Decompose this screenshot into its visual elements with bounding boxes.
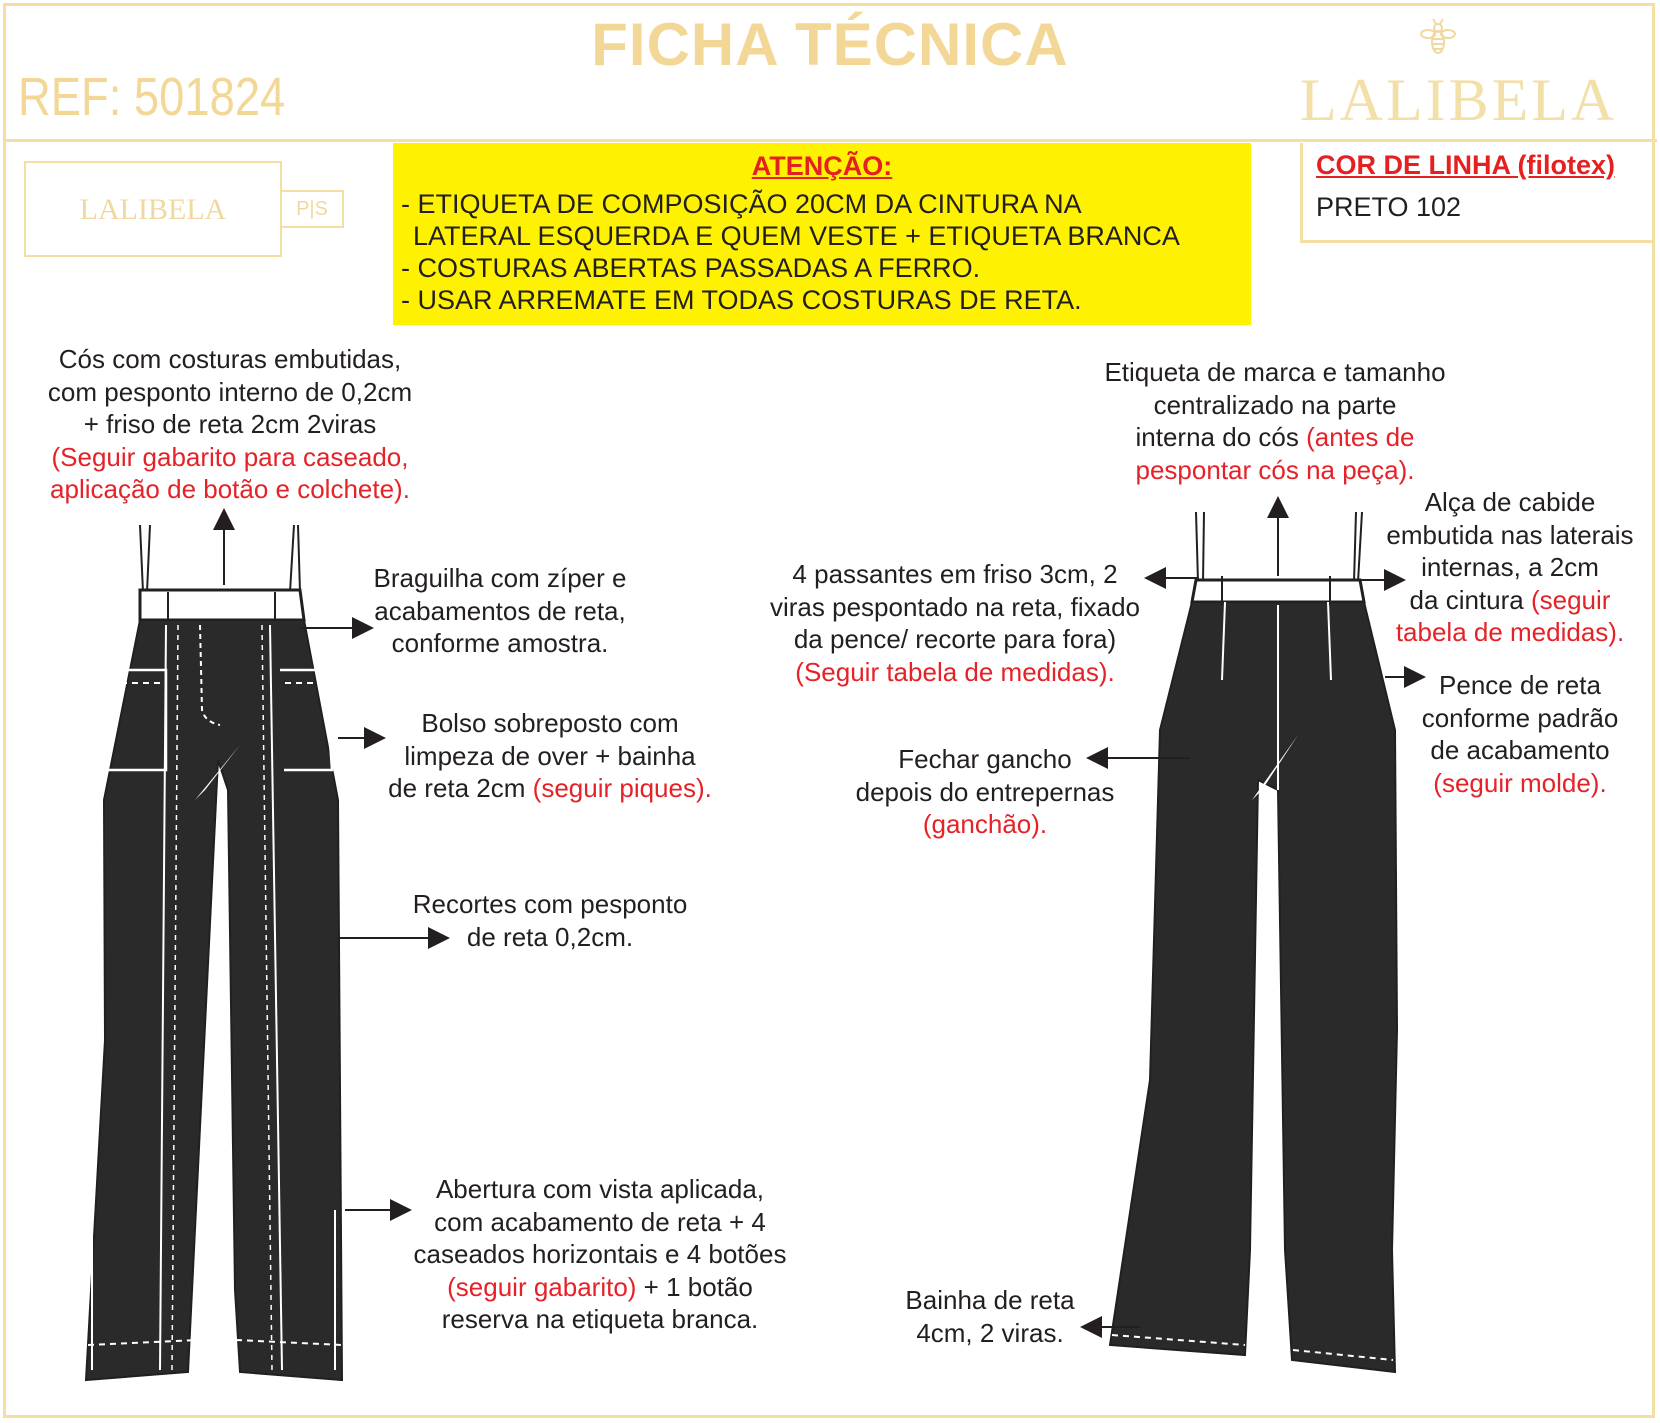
note-text: de reta 2cm <box>388 773 533 803</box>
note-line: centralizado na parte <box>1153 389 1397 420</box>
note-text: interna do cós <box>1135 422 1307 452</box>
note-line: (Seguir tabela de medidas). <box>795 656 1115 687</box>
note-hem <box>880 1284 1100 1349</box>
note-line <box>1080 421 1470 454</box>
note-line: caseados horizontais e 4 botões <box>413 1239 787 1269</box>
note-line: Alça de cabide <box>1424 487 1596 517</box>
brand-logo-text: LALIBELA <box>1300 67 1618 133</box>
note-line <box>1370 584 1650 617</box>
note-text-red: (seguir gabarito) <box>447 1271 637 1302</box>
note-line: Bolso sobreposto com <box>421 708 679 738</box>
attention-line: - USAR ARREMATE EM TODAS COSTURAS DE RETA. <box>401 285 1082 315</box>
note-crotch <box>830 743 1140 841</box>
note-line: + friso de reta 2cm 2viras <box>83 409 377 439</box>
note-line: da pence/ recorte para fora) <box>793 624 1117 654</box>
note-line: depois do entrepernas <box>855 776 1115 807</box>
thread-color-value: PRETO 102 <box>1316 192 1462 222</box>
note-text-red: (antes de <box>1306 422 1415 452</box>
note-line: (Seguir gabarito para caseado, <box>51 441 409 472</box>
note-text: + 1 botão <box>636 1271 753 1302</box>
note-slit <box>385 1173 815 1336</box>
note-line: reserva na etiqueta branca. <box>441 1304 759 1334</box>
note-line: com pesponto interno de 0,2cm <box>47 376 413 407</box>
note-line: 4 passantes em friso 3cm, 2 <box>792 559 1118 589</box>
label-brand-text: LALIBELA <box>79 193 227 226</box>
note-line: tabela de medidas). <box>1395 617 1625 647</box>
note-line: pespontar cós na peça). <box>1135 454 1415 485</box>
note-line: viras pespontado na reta, fixado <box>769 591 1141 622</box>
note-line: (ganchão). <box>922 809 1048 839</box>
note-line: Etiqueta de marca e tamanho <box>1104 357 1446 387</box>
attention-title: ATENÇÃO: <box>751 151 893 181</box>
note-line: Braguilha com zíper e <box>373 563 627 593</box>
note-line <box>385 1271 815 1304</box>
note-line: de reta 0,2cm. <box>466 921 634 952</box>
note-fly <box>350 562 650 660</box>
note-line <box>360 772 740 805</box>
note-line: acabamentos de reta, <box>374 595 626 626</box>
note-line: limpeza de over + bainha <box>404 740 696 771</box>
attention-line: - COSTURAS ABERTAS PASSADAS A FERRO. <box>401 253 981 283</box>
note-line: Bainha de reta <box>905 1285 1075 1315</box>
page-title: FICHA TÉCNICA <box>591 11 1069 78</box>
note-line: Fechar gancho <box>898 744 1072 774</box>
note-line: aplicação de botão e colchete). <box>50 474 410 504</box>
note-pocket <box>360 707 740 805</box>
attention-line: LATERAL ESQUERDA E QUEM VESTE + ETIQUETA BRANCA <box>413 221 1180 251</box>
attention-line: - ETIQUETA DE COMPOSIÇÃO 20CM DA CINTURA NA <box>401 189 1082 219</box>
note-line: conforme amostra. <box>391 628 609 658</box>
note-line: Recortes com pesponto <box>412 889 688 919</box>
thread-color-title: COR DE LINHA (filotex) <box>1316 150 1615 180</box>
note-text-red: (seguir <box>1530 584 1611 615</box>
note-line: de acabamento <box>1430 735 1610 765</box>
note-waistband <box>20 343 440 506</box>
note-line: conforme padrão <box>1421 702 1619 733</box>
note-line: Abertura com vista aplicada, <box>435 1174 765 1204</box>
note-line: (seguir molde). <box>1433 767 1607 798</box>
note-text-red: (seguir piques). <box>532 773 712 803</box>
front-pants-drawing <box>76 525 354 1380</box>
note-text: da cintura <box>1409 584 1531 615</box>
note-dart <box>1400 669 1640 799</box>
note-brand-label <box>1080 356 1470 486</box>
note-line: internas, a 2cm <box>1421 552 1599 582</box>
note-seams <box>390 888 710 953</box>
note-line: embutida nas laterais <box>1386 519 1634 550</box>
note-hanger-loop <box>1370 486 1650 649</box>
size-tab: P|S <box>282 190 344 228</box>
reference-code: REF: 501824 <box>18 67 286 127</box>
note-line: Pence de reta <box>1439 670 1601 700</box>
note-line: 4cm, 2 viras. <box>916 1317 1064 1348</box>
note-belt-loops <box>745 558 1165 688</box>
note-line: Cós com costuras embutidas, <box>58 344 402 374</box>
note-line: com acabamento de reta + 4 <box>434 1206 766 1237</box>
